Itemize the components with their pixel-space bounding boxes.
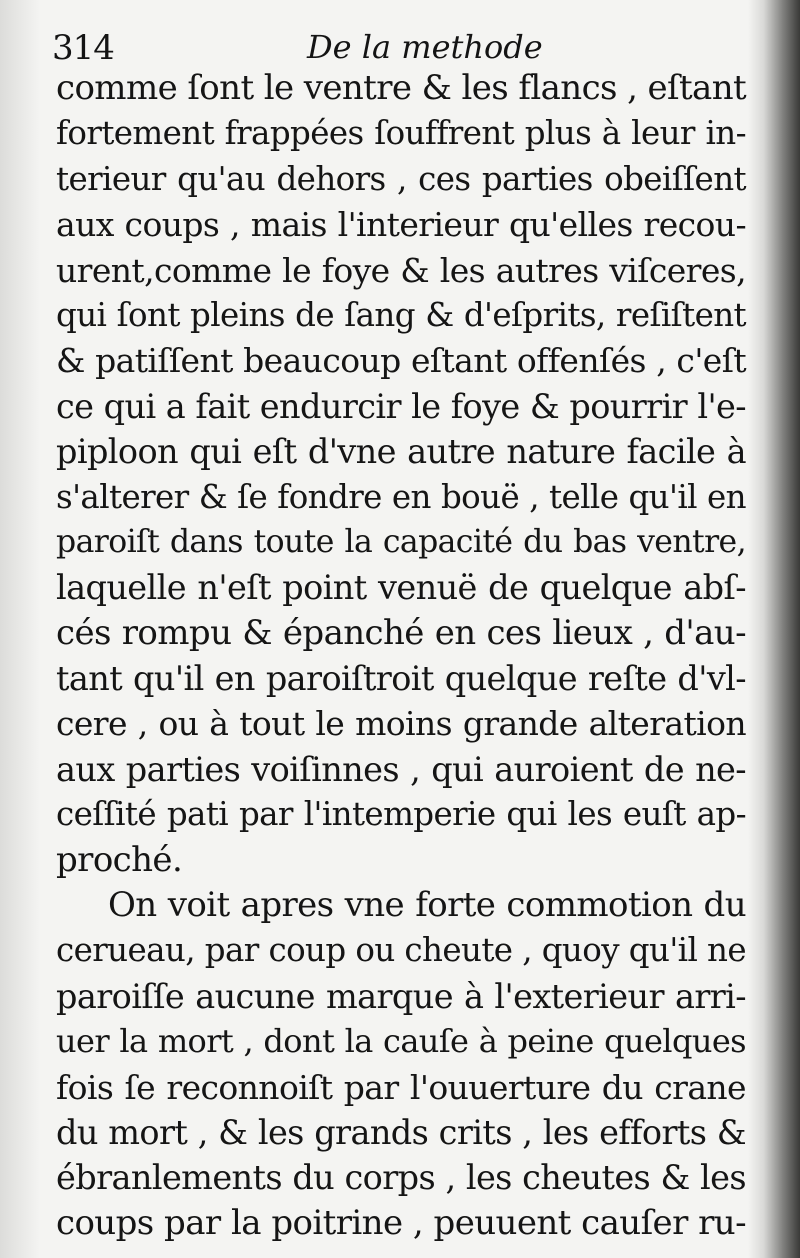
paragraph bbox=[56, 883, 746, 1246]
text-line: proché. bbox=[56, 839, 183, 880]
page-left-shadow bbox=[0, 0, 40, 1258]
text-line: urent,comme le foye & les autres viſceres, bbox=[56, 250, 746, 290]
page-number: 314 bbox=[52, 28, 114, 68]
text-line: cere , ou à tout le moins grande alteration bbox=[56, 704, 746, 744]
text-line: laquelle n'eſt point venuë de quelque abſ- bbox=[56, 568, 746, 608]
running-title: De la methode bbox=[307, 28, 543, 66]
text-line: paroiſſe aucune marque à l'exterieur arri- bbox=[56, 976, 746, 1016]
paragraph bbox=[56, 66, 746, 883]
text-line: aux coups , mais l'interieur qu'elles recou- bbox=[56, 205, 746, 245]
text-line: ce qui a fait endurcir le foye & pourrir l'e- bbox=[56, 386, 746, 426]
text-line: cerueau, par coup ou cheute , quoy qu'il ne bbox=[56, 931, 746, 970]
text-line: uer la mort , dont la cauſe à peine quelques bbox=[56, 1022, 746, 1061]
text-line: On voit apres vne forte commotion du bbox=[108, 885, 746, 926]
text-line: & patiſſent beaucoup eſtant offenſés , c'eſt bbox=[56, 341, 746, 381]
text-line: ceſſité pati par l'intemperie qui les euſt ap- bbox=[56, 795, 746, 834]
text-line: ébranlements du corps , les cheutes & les bbox=[56, 1158, 746, 1198]
text-line: piploon qui eſt d'vne autre nature facile à bbox=[56, 432, 746, 472]
body-text bbox=[56, 66, 746, 1246]
text-line: du mort , & les grands crits , les efforts & bbox=[56, 1112, 746, 1152]
text-line: cés rompu & épanché en ces lieux , d'au- bbox=[56, 612, 746, 653]
text-line: s'alterer & ſe fondre en bouë , telle qu'il en bbox=[56, 477, 746, 516]
text-line: paroiſt dans toute la capacité du bas ventre, bbox=[56, 523, 746, 560]
text-line: qui ſont pleins de ſang & d'eſprits, reſiſtent bbox=[56, 295, 746, 334]
text-line: terieur qu'au dehors , ces parties obeiſſent bbox=[56, 159, 746, 198]
text-line: fois ſe reconnoiſt par l'ouuerture du crane bbox=[56, 1067, 746, 1107]
page-right-edge bbox=[748, 0, 800, 1258]
text-line: coups par la poitrine , peuuent cauſer ru- bbox=[56, 1202, 746, 1243]
text-line: comme ſont le ventre & les flancs , eſtant bbox=[56, 68, 747, 108]
text-line: aux parties voiſinnes , qui auroient de ne- bbox=[56, 749, 746, 789]
text-line: tant qu'il en paroiſtroit quelque reſte d'vl- bbox=[56, 659, 746, 699]
text-line: fortement frappées ſouffrent plus à leur in- bbox=[56, 114, 746, 153]
